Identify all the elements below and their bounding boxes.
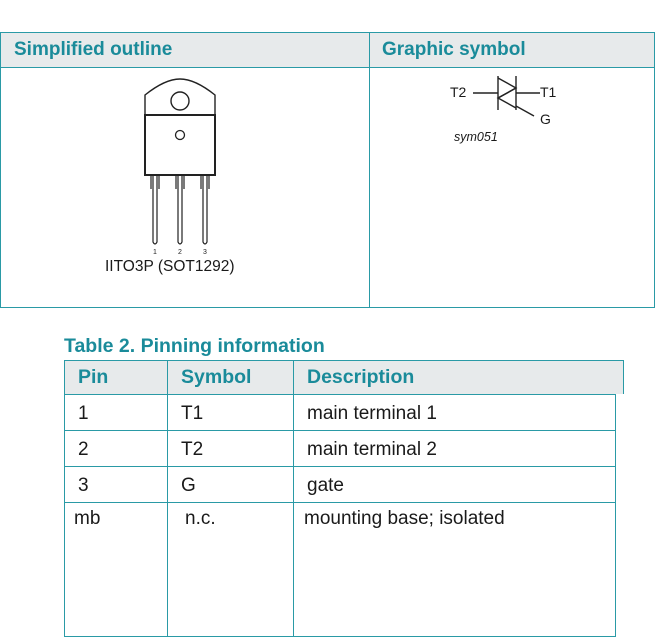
pin-number-label: 2: [178, 249, 182, 256]
row-divider: [64, 636, 615, 637]
table-cell-description: mounting base; isolated: [304, 508, 505, 529]
outline-table: [0, 32, 655, 308]
table-cell-pin: 1: [78, 403, 89, 424]
column-header-pin: Pin: [78, 366, 109, 388]
table-cell-pin: 2: [78, 439, 89, 460]
symbol-caption: sym051: [454, 130, 498, 144]
table-cell-description: main terminal 2: [307, 439, 437, 460]
pinning-table: [64, 360, 624, 639]
table-cell-symbol: T1: [181, 403, 204, 424]
table-cell-symbol: G: [181, 475, 196, 496]
column-divider: [64, 360, 65, 637]
column-divider: [293, 360, 294, 637]
column-divider: [167, 360, 168, 637]
pin-number-label: 3: [203, 249, 207, 256]
triac-symbol-icon: [448, 70, 548, 130]
row-divider: [64, 394, 615, 395]
package-name: IITO3P (SOT1292): [105, 258, 235, 275]
table-cell-description: gate: [307, 475, 344, 496]
table-cell-symbol: n.c.: [185, 508, 216, 529]
row-divider: [64, 502, 615, 503]
column-header-description: Description: [307, 366, 415, 388]
table-cell-description: main terminal 1: [307, 403, 437, 424]
row-divider: [64, 430, 615, 431]
package-outline-drawing: [140, 77, 230, 257]
graphic-symbol-heading: Graphic symbol: [382, 39, 526, 60]
column-divider: [369, 33, 370, 307]
pin-number-label: 1: [153, 249, 157, 256]
table-cell-pin: 3: [78, 475, 89, 496]
table-caption: Table 2. Pinning information: [64, 335, 325, 357]
column-divider: [615, 394, 616, 637]
column-divider: [623, 360, 624, 394]
table-cell-pin: mb: [74, 508, 101, 529]
simplified-outline-heading: Simplified outline: [14, 39, 173, 60]
row-divider: [64, 466, 615, 467]
symbol-label-t2: T2: [450, 84, 467, 100]
table-cell-symbol: T2: [181, 439, 204, 460]
symbol-label-g: G: [540, 111, 551, 127]
symbol-label-t1: T1: [540, 84, 557, 100]
column-header-symbol: Symbol: [181, 366, 252, 388]
